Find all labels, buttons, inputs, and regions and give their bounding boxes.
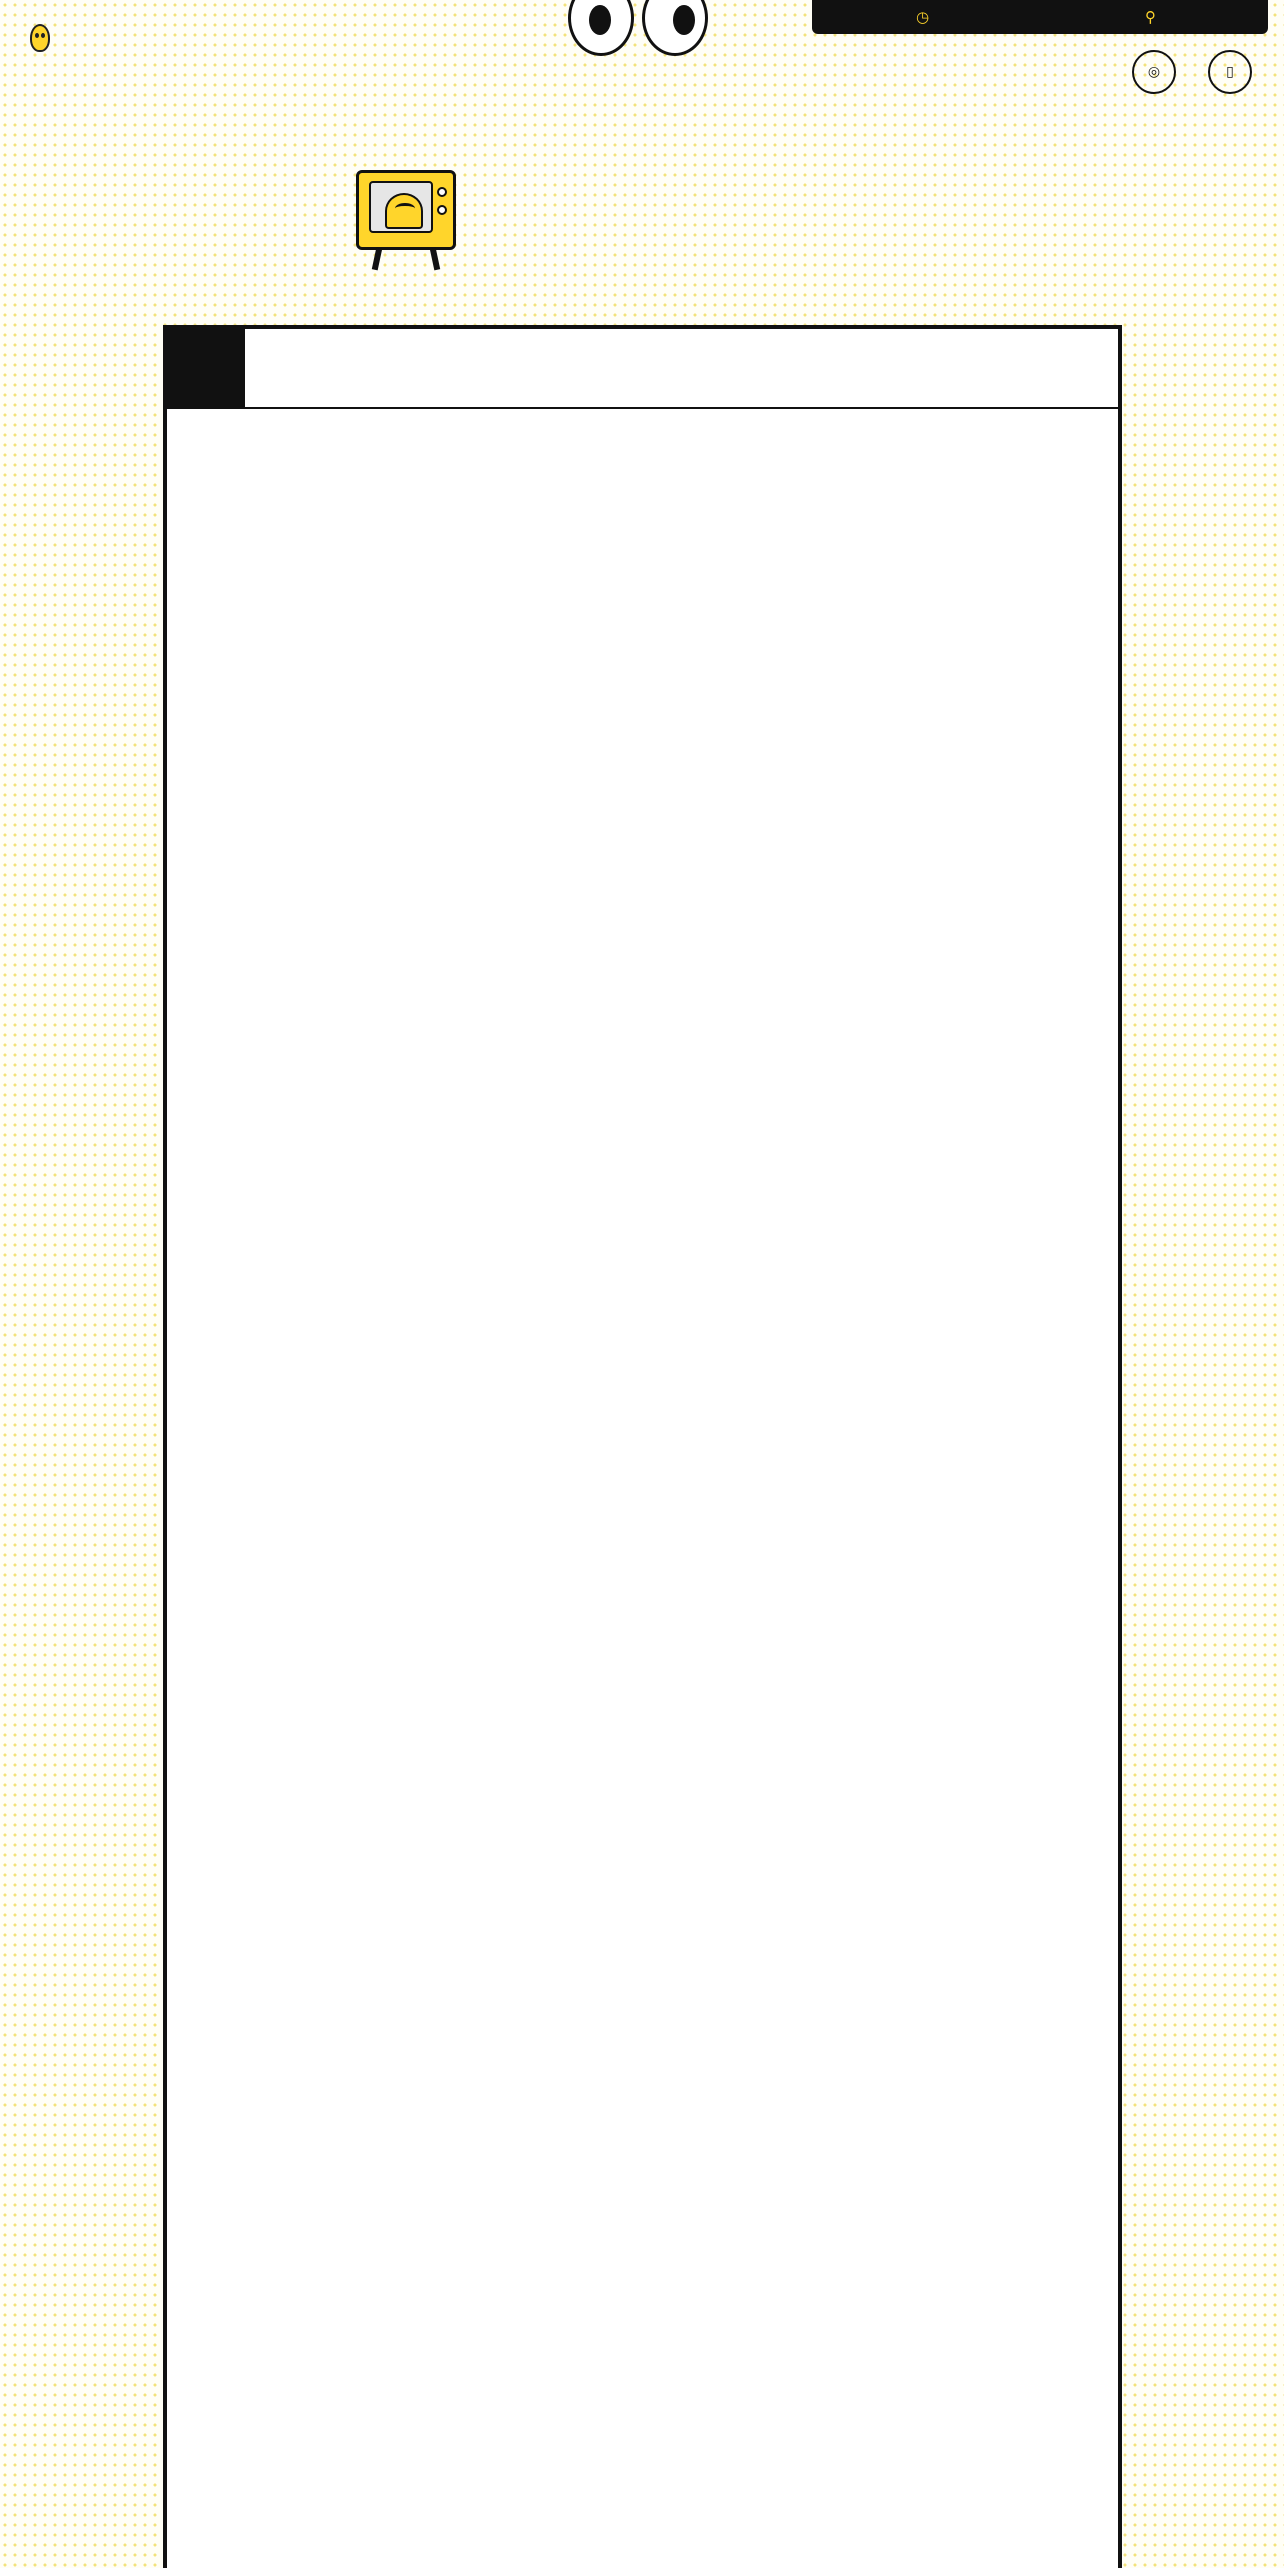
tod-morning-button[interactable] bbox=[885, 259, 935, 309]
mascot-eyes-icon bbox=[568, 0, 718, 56]
topbar-search-link[interactable] bbox=[1145, 8, 1164, 26]
site-logo[interactable] bbox=[30, 16, 90, 60]
hero-section bbox=[0, 160, 1284, 310]
tod-night-button[interactable] bbox=[1007, 259, 1057, 309]
top-utility-bar bbox=[812, 0, 1268, 34]
basketball-app-icon[interactable]: ▯ bbox=[1208, 50, 1252, 94]
teletama-app-icon[interactable]: ◎ bbox=[1132, 50, 1176, 94]
clock-icon: ◷ bbox=[915, 8, 930, 26]
search-icon: ⚲ bbox=[1145, 8, 1157, 26]
main-nav bbox=[0, 58, 1284, 92]
schedule-table bbox=[163, 325, 1122, 2568]
date-corner bbox=[167, 329, 245, 407]
tv-mascot-icon bbox=[356, 170, 456, 268]
mascot-logo-icon bbox=[30, 24, 50, 52]
tod-late-night-button[interactable] bbox=[1068, 259, 1118, 309]
tod-noon-button[interactable] bbox=[946, 259, 996, 309]
topbar-schedule-link[interactable] bbox=[916, 8, 937, 26]
site-header bbox=[0, 0, 1284, 150]
date-tabs bbox=[167, 329, 1118, 409]
